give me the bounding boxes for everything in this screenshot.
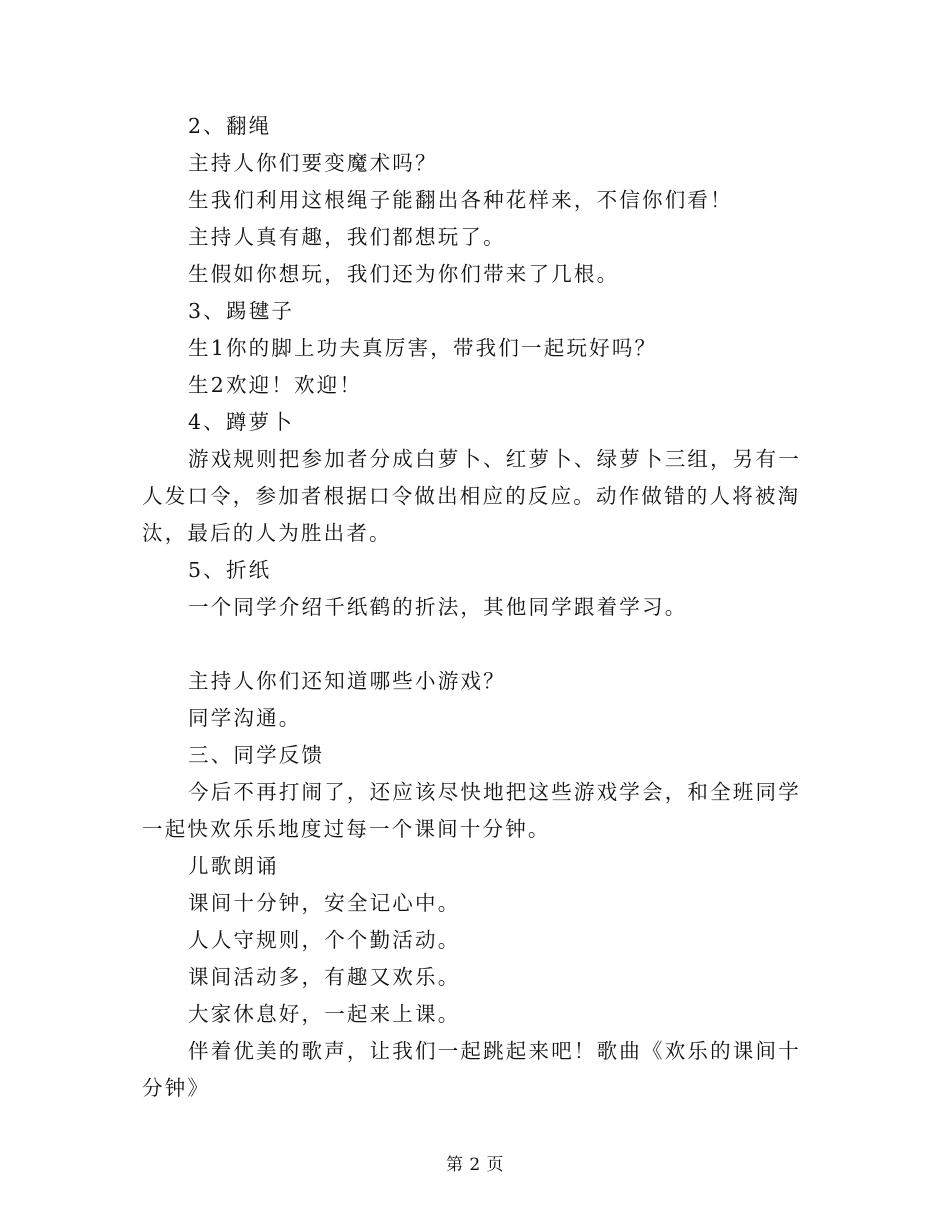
paragraph-section-heading: 三、同学反馈 bbox=[188, 743, 325, 767]
paragraph: 主持人你们要变魔术吗？ bbox=[188, 151, 438, 175]
poem-line: 大家休息好，一起来上课。 bbox=[188, 1002, 461, 1026]
poem-line: 人人守规则，个个勤活动。 bbox=[188, 928, 461, 952]
paragraph-poem-title: 儿歌朗诵 bbox=[188, 854, 279, 878]
poem-line: 课间活动多，有趣又欢乐。 bbox=[188, 965, 461, 989]
paragraph-heading-5: 5、折纸 bbox=[188, 558, 272, 582]
paragraph: 伴着优美的歌声，让我们一起跳起来吧！歌曲《欢乐的课间十分钟》 bbox=[142, 1039, 801, 1100]
paragraph: 同学沟通。 bbox=[188, 706, 302, 730]
paragraph: 主持人真有趣，我们都想玩了。 bbox=[188, 225, 506, 249]
paragraph: 生我们利用这根绳子能翻出各种花样来，不信你们看！ bbox=[188, 188, 733, 212]
paragraph: 今后不再打闹了，还应该尽快地把这些游戏学会，和全班同学一起快欢乐乐地度过每一个课间十分钟。 bbox=[142, 780, 801, 841]
paragraph: 主持人你们还知道哪些小游戏？ bbox=[188, 669, 506, 693]
paragraph: 一个同学介绍千纸鹤的折法，其他同学跟着学习。 bbox=[188, 595, 688, 619]
paragraph-heading-4: 4、蹲萝卜 bbox=[188, 410, 295, 434]
page-number: 第 2 页 bbox=[445, 1155, 505, 1175]
paragraph-heading-2: 2、翻绳 bbox=[188, 114, 272, 138]
paragraph: 生1你的脚上功夫真厉害，带我们一起玩好吗？ bbox=[188, 336, 658, 360]
blank-line bbox=[142, 626, 802, 663]
paragraph: 生2欢迎！欢迎！ bbox=[188, 373, 363, 397]
poem-line: 课间十分钟，安全记心中。 bbox=[188, 891, 461, 915]
document-body bbox=[142, 108, 802, 1107]
paragraph: 生假如你想玩，我们还为你们带来了几根。 bbox=[188, 262, 620, 286]
paragraph-game-rules: 游戏规则把参加者分成白萝卜、红萝卜、绿萝卜三组，另有一人发口令，参加者根据口令做出相应的反应。动作做错的人将被淘汰，最后的人为胜出者。 bbox=[142, 447, 801, 545]
paragraph-heading-3: 3、踢毽子 bbox=[188, 299, 295, 323]
